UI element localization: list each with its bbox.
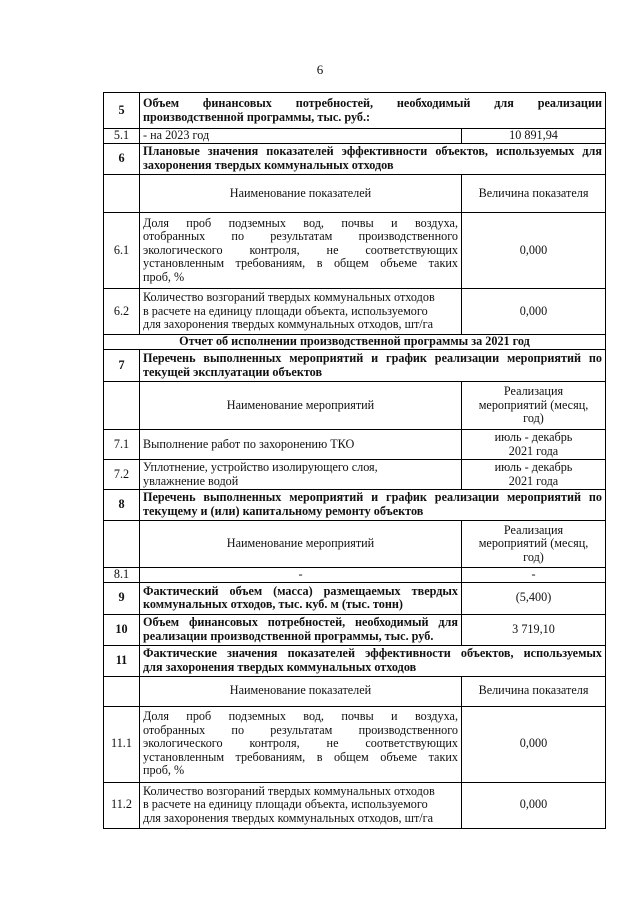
row-6-2 <box>104 289 606 335</box>
column-header: Наименование показателей <box>140 676 462 706</box>
row-value: 3 719,10 <box>462 614 606 645</box>
row-value: 0,000 <box>462 213 606 289</box>
row-value: 10 891,94 <box>462 129 606 144</box>
column-header: Наименование показателей <box>140 175 462 213</box>
section-heading: Плановые значения показателей эффективности объектов, используемых для захоронения твердых коммунальных отходов <box>140 144 606 175</box>
empty-cell <box>104 382 140 430</box>
row-number: 6.1 <box>104 213 140 289</box>
program-table <box>103 92 606 829</box>
row-value: июль - декабрь 2021 года <box>462 460 606 490</box>
row-11-header <box>104 676 606 706</box>
column-header: Наименование мероприятий <box>140 521 462 568</box>
row-8-1 <box>104 568 606 583</box>
row-7-2 <box>104 460 606 490</box>
row-8 <box>104 490 606 521</box>
row-label: Количество возгораний твердых коммунальных отходов в расчете на единицу площади объекта, используемого для захоронения твердых коммунальных отходов, шт/га <box>140 289 462 335</box>
report-title-row <box>104 335 606 350</box>
row-label: Доля проб подземных вод, почвы и воздуха, отобранных по результатам производственного экологического контроля, не соответствующих установленным требованиям, в общем объеме таких проб, % <box>140 706 462 782</box>
row-number: 11 <box>104 645 140 676</box>
empty-cell <box>104 676 140 706</box>
column-header: Величина показателя <box>462 676 606 706</box>
row-number: 9 <box>104 582 140 614</box>
row-7-header <box>104 382 606 430</box>
row-7-1 <box>104 430 606 460</box>
row-label: Количество возгораний твердых коммунальных отходов в расчете на единицу площади объекта, используемого для захоронения твердых коммунальных отходов, шт/га <box>140 782 462 828</box>
row-number: 7.1 <box>104 430 140 460</box>
column-header: Наименование мероприятий <box>140 382 462 430</box>
row-number: 8 <box>104 490 140 521</box>
empty-cell <box>104 175 140 213</box>
row-value: 0,000 <box>462 782 606 828</box>
row-7 <box>104 350 606 382</box>
row-9 <box>104 582 606 614</box>
row-number: 5.1 <box>104 129 140 144</box>
row-label: Фактический объем (масса) размещаемых твердых коммунальных отходов, тыс. куб. м (тыс. тонн) <box>140 582 462 614</box>
row-label: - на 2023 год <box>140 129 462 144</box>
row-number: 7.2 <box>104 460 140 490</box>
row-number: 6.2 <box>104 289 140 335</box>
row-value: июль - декабрь 2021 года <box>462 430 606 460</box>
row-8-header <box>104 521 606 568</box>
row-number: 11.1 <box>104 706 140 782</box>
row-10 <box>104 614 606 645</box>
section-heading: Фактические значения показателей эффективности объектов, используемых для захоронения твердых коммунальных отходов <box>140 645 606 676</box>
row-11 <box>104 645 606 676</box>
row-label: Объем финансовых потребностей, необходимый для реализации производственной программы, тыс. руб. <box>140 614 462 645</box>
page-number: 6 <box>316 62 324 77</box>
row-number: 11.2 <box>104 782 140 828</box>
report-title: Отчет об исполнении производственной программы за 2021 год <box>104 335 606 350</box>
row-value: (5,400) <box>462 582 606 614</box>
row-number: 6 <box>104 144 140 175</box>
row-6 <box>104 144 606 175</box>
section-heading: Перечень выполненных мероприятий и график реализации мероприятий по текущему и (или) капитальному ремонту объектов <box>140 490 606 521</box>
row-number: 8.1 <box>104 568 140 583</box>
column-header: Реализация мероприятий (месяц, год) <box>462 521 606 568</box>
row-number: 7 <box>104 350 140 382</box>
row-6-header <box>104 175 606 213</box>
row-number: 10 <box>104 614 140 645</box>
column-header: Величина показателя <box>462 175 606 213</box>
row-11-1 <box>104 706 606 782</box>
row-value: - <box>462 568 606 583</box>
row-5 <box>104 93 606 129</box>
row-label: Доля проб подземных вод, почвы и воздуха, отобранных по результатам производственного экологического контроля, не соответствующих установленным требованиям, в общем объеме таких проб, % <box>140 213 462 289</box>
column-header: Реализация мероприятий (месяц, год) <box>462 382 606 430</box>
row-label: Уплотнение, устройство изолирующего слоя, увлажнение водой <box>140 460 462 490</box>
empty-cell <box>104 521 140 568</box>
row-11-2 <box>104 782 606 828</box>
row-value: 0,000 <box>462 706 606 782</box>
section-heading: Перечень выполненных мероприятий и график реализации мероприятий по текущей эксплуатации объектов <box>140 350 606 382</box>
row-5-1 <box>104 129 606 144</box>
row-6-1 <box>104 213 606 289</box>
row-label: Выполнение работ по захоронению ТКО <box>140 430 462 460</box>
section-heading: Объем финансовых потребностей, необходимый для реализации производственной программы, тыс. руб.: <box>140 93 606 129</box>
row-value: 0,000 <box>462 289 606 335</box>
row-number: 5 <box>104 93 140 129</box>
row-label: - <box>140 568 462 583</box>
